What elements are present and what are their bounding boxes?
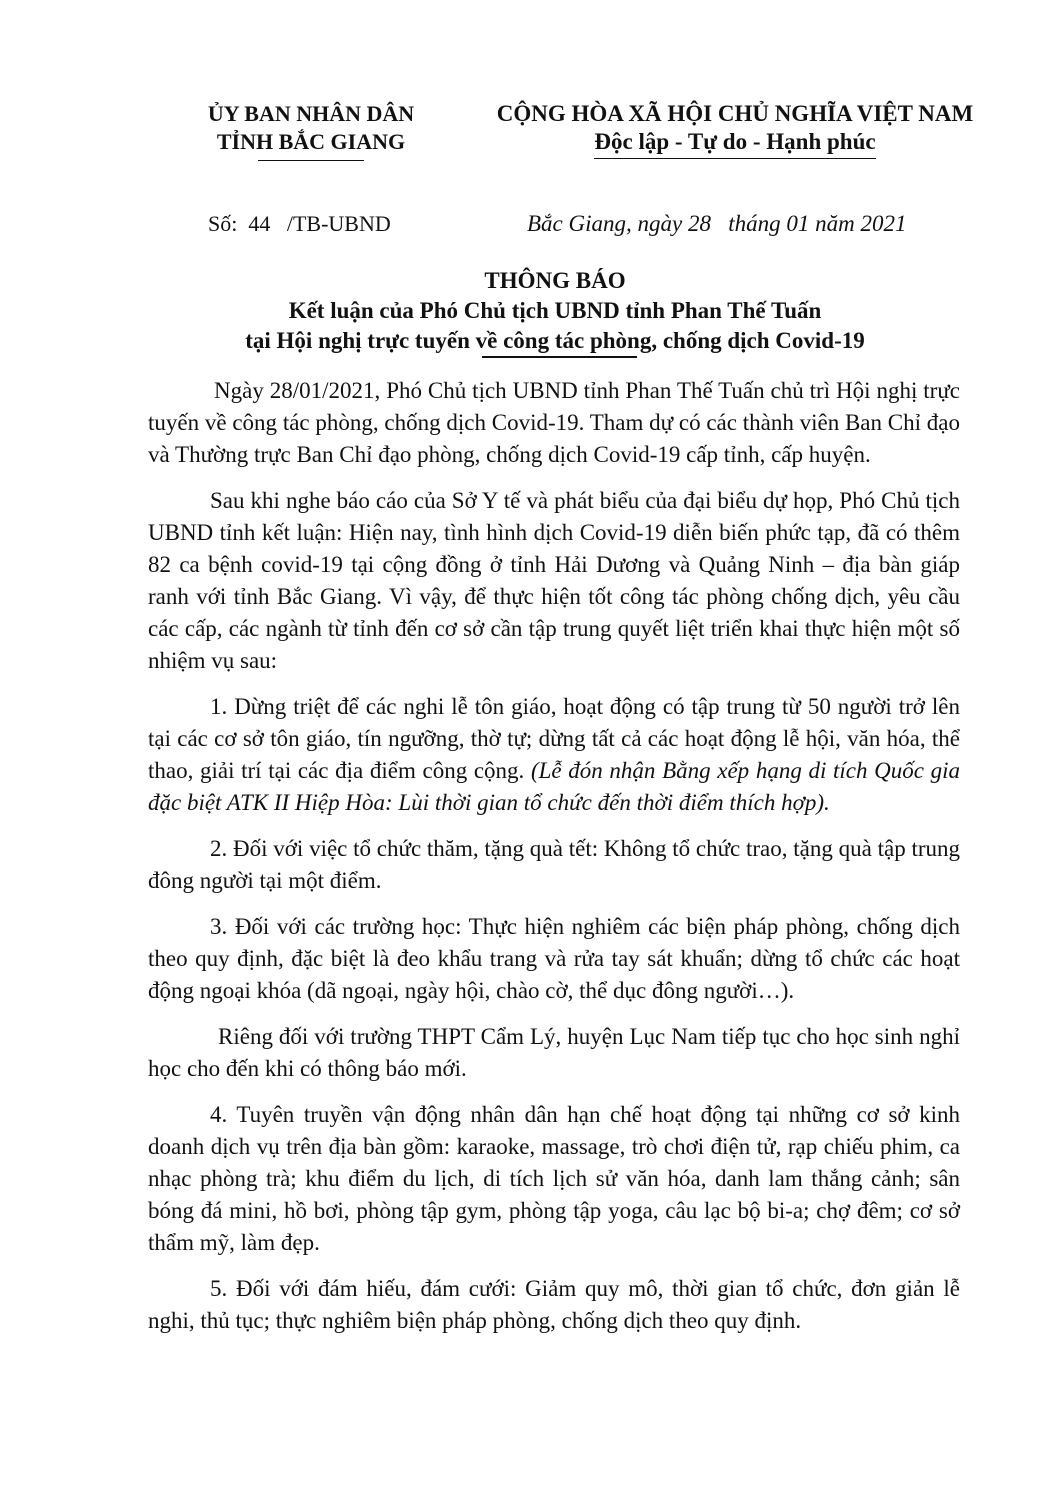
title-line-3: tại Hội nghị trực tuyến về công tác phòng, chống dịch Covid-19 — [245, 328, 865, 353]
paragraph-intro: Ngày 28/01/2021, Phó Chủ tịch UBND tỉnh Phan Thế Tuấn chủ trì Hội nghị trực tuyến về công tác phòng, chống dịch Covid-19. Tham dự có các thành viên Ban Chỉ đạo và Thường trực Ban Chỉ đạo phòng, chống dịch Covid-19 cấp tỉnh, cấp huyện. — [148, 378, 960, 467]
title-line-1: THÔNG BÁO — [484, 268, 626, 293]
document-number — [208, 210, 391, 238]
document-title — [120, 266, 990, 356]
task-item-2: 2. Đối với việc tổ chức thăm, tặng quà tết: Không tổ chức trao, tặng quà tập trung đông người tại một điểm. — [148, 836, 960, 893]
task-item-1 — [148, 691, 960, 819]
agency-underline — [258, 160, 364, 161]
task-item-1-note: (Lễ đón nhận Bằng xếp hạng di tích Quốc gia đặc biệt ATK II Hiệp Hòa: Lùi thời gian tổ chức đến thời điểm thích hợp). — [148, 758, 960, 815]
task-item-5: 5. Đối với đám hiếu, đám cưới: Giảm quy mô, thời gian tổ chức, đơn giản lễ nghi, thủ tục; thực nghiêm biện pháp phòng, chống dịch theo quy định. — [148, 1276, 960, 1333]
task-item-3-note: Riêng đối với trường THPT Cẩm Lý, huyện Lục Nam tiếp tục cho học sinh nghỉ học cho đến khi có thông báo mới. — [148, 1024, 960, 1081]
issuing-agency — [176, 100, 446, 161]
doc-number-value: 44 — [248, 211, 271, 236]
national-header — [470, 100, 1000, 159]
paragraph-conclusion: Sau khi nghe báo cáo của Sở Y tế và phát biểu của đại biểu dự họp, Phó Chủ tịch UBND tỉnh kết luận: Hiện nay, tình hình dịch Covid-19 diễn biến phức tạp, đã có thêm 82 ca bệnh covid-19 tại cộng đồng ở tỉnh Hải Dương và Quảng Ninh – địa bàn giáp ranh với tỉnh Bắc Giang. Vì vậy, để thực hiện tốt công tác phòng chống dịch, yêu cầu các cấp, các ngành từ tỉnh đến cơ sở cần tập trung quyết liệt triển khai thực hiện một số nhiệm vụ sau: — [148, 488, 960, 673]
agency-line-2: TỈNH BẮC GIANG — [216, 129, 406, 154]
task-item-4: 4. Tuyên truyền vận động nhân dân hạn chế hoạt động tại những cơ sở kinh doanh dịch vụ trên địa bàn gồm: karaoke, massage, trò chơi điện tử, rạp chiếu phim, ca nhạc phòng trà; khu điểm du lịch, di tích lịch sử văn hóa, danh lam thắng cảnh; sân bóng đá mini, hồ bơi, phòng tập gym, phòng tập yoga, câu lạc bộ bi-a; chợ đêm; cơ sở thẩm mỹ, làm đẹp. — [148, 1102, 960, 1255]
agency-line-1: ỦY BAN NHÂN DÂN — [207, 101, 415, 126]
task-item-3: 3. Đối với các trường học: Thực hiện nghiêm các biện pháp phòng, chống dịch theo quy định, đặc biệt là đeo khẩu trang và rửa tay sát khuẩn; dừng tổ chức các hoạt động ngoại khóa (dã ngoại, ngày hội, chào cờ, thể dục đông người…). — [148, 914, 960, 1003]
title-line-2: Kết luận của Phó Chủ tịch UBND tỉnh Phan Thế Tuấn — [288, 298, 822, 323]
place-date: Bắc Giang, ngày 28 tháng 01 năm 2021 — [527, 211, 907, 236]
title-underline — [482, 356, 637, 358]
doc-number-prefix: Số: — [208, 211, 238, 236]
document-body — [148, 375, 960, 1351]
national-motto: Độc lập - Tự do - Hạnh phúc — [594, 128, 875, 159]
national-title: CỘNG HÒA XÃ HỘI CHỦ NGHĨA VIỆT NAM — [496, 101, 974, 126]
task-item-1-text: 1. Dừng triệt để các nghi lễ tôn giáo, hoạt động có tập trung từ 50 người trở lên tại các cơ sở tôn giáo, tín ngưỡng, thờ tự; dừng tất cả các hoạt động lễ hội, văn hóa, thể thao, giải trí tại các địa điểm công cộng. — [148, 694, 960, 783]
doc-number-suffix: /TB-UBND — [286, 211, 391, 236]
